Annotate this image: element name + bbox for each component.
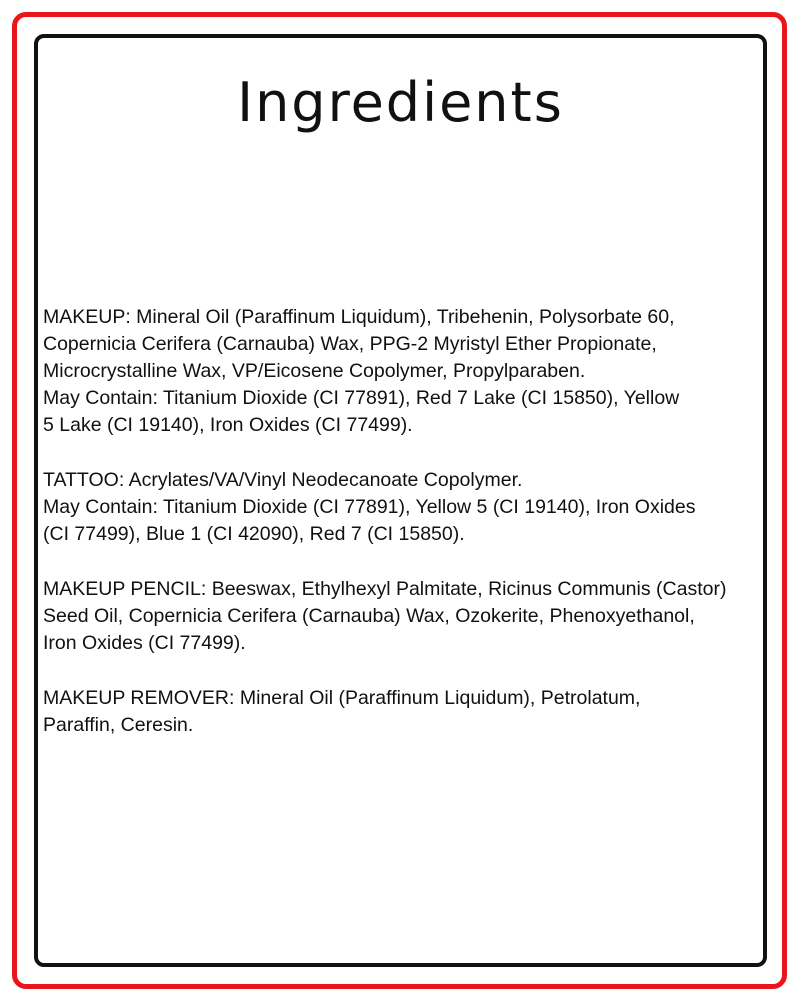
section-line: Paraffin, Ceresin. [43, 714, 194, 736]
section-line: Seed Oil, Copernicia Cerifera (Carnauba) Wax, Ozokerite, Phenoxyethanol, [43, 605, 695, 627]
section-makeup-pencil [43, 576, 763, 657]
section-line: May Contain: Titanium Dioxide (CI 77891), Yellow 5 (CI 19140), Iron Oxides [43, 496, 696, 518]
section-tattoo [43, 467, 763, 548]
section-line: May Contain: Titanium Dioxide (CI 77891), Red 7 Lake (CI 15850), Yellow [43, 387, 680, 409]
section-line: MAKEUP: Mineral Oil (Paraffinum Liquidum), Tribehenin, Polysorbate 60, [43, 306, 675, 328]
section-makeup [43, 304, 763, 439]
ingredients-list [43, 304, 763, 767]
section-makeup-remover [43, 685, 763, 739]
section-line: 5 Lake (CI 19140), Iron Oxides (CI 77499). [43, 414, 413, 436]
section-line: MAKEUP REMOVER: Mineral Oil (Paraffinum Liquidum), Petrolatum, [43, 687, 641, 709]
section-line: Copernicia Cerifera (Carnauba) Wax, PPG-2 Myristyl Ether Propionate, [43, 333, 657, 355]
section-line: Iron Oxides (CI 77499). [43, 632, 246, 654]
section-line: MAKEUP PENCIL: Beeswax, Ethylhexyl Palmitate, Ricinus Communis (Castor) [43, 578, 727, 600]
page-title: Ingredients [237, 71, 564, 134]
section-line: TATTOO: Acrylates/VA/Vinyl Neodecanoate Copolymer. [43, 469, 523, 491]
section-line: (CI 77499), Blue 1 (CI 42090), Red 7 (CI 15850). [43, 523, 465, 545]
section-line: Microcrystalline Wax, VP/Eicosene Copolymer, Propylparaben. [43, 360, 586, 382]
